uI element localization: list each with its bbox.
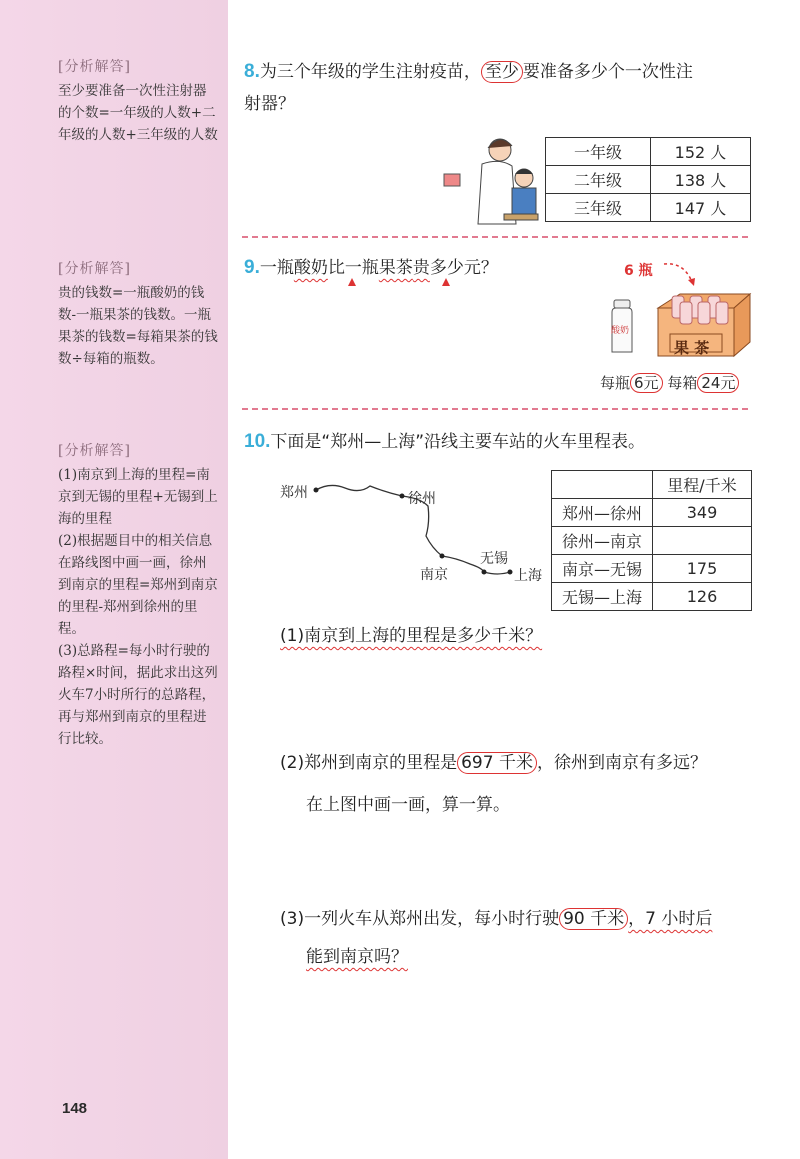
table-row	[552, 471, 752, 499]
page-number: 148	[62, 1100, 88, 1117]
table-cell	[653, 527, 752, 555]
question-10	[244, 426, 645, 458]
price-bottle-prefix: 每瓶	[600, 374, 631, 392]
analysis-text: 贵的钱数=一瓶酸奶的钱数-一瓶果茶的钱数。一瓶果茶的钱数=每箱果茶的钱数÷每箱的瓶数。	[58, 285, 218, 367]
price-info	[600, 372, 739, 393]
section-divider	[242, 236, 748, 238]
table-cell: 郑州—徐州	[552, 499, 653, 527]
station-xuzhou: 徐州	[408, 491, 436, 507]
price-box-value: 24元	[697, 373, 739, 393]
mileage-table	[551, 470, 752, 611]
circled-value: 697 千米	[457, 752, 537, 774]
analysis-title: [分析解答]	[58, 261, 131, 277]
analysis-block-9	[58, 258, 218, 370]
sub-question-text: ，7 小时后	[628, 909, 713, 929]
analysis-title: [分析解答]	[58, 59, 131, 75]
q9-text: 多少元？	[429, 258, 498, 278]
q9-keyword: 酸奶	[293, 258, 328, 278]
table-cell: 南京—无锡	[552, 555, 653, 583]
table-cell: 126	[653, 583, 752, 611]
sub-question-text: (3)一列火车从郑州出发，每小时行驶	[280, 909, 560, 929]
price-box-prefix: 每箱	[667, 374, 698, 392]
station-nanjing: 南京	[420, 567, 448, 583]
analysis-text: (3)总路程=每小时行驶的路程×时间，据此求出这列火车7小时所行的总路程，再与郑州到南京的里程进行比较。	[58, 643, 218, 747]
question-number: 10.	[244, 431, 271, 452]
analysis-text: 至少要准备一次性注射器的个数=一年级的人数+二年级的人数+三年级的人数	[58, 83, 218, 143]
sub-question-text: 在上图中画一画，算一算。	[306, 795, 510, 815]
q9-text: 一瓶	[259, 258, 294, 278]
station-zhengzhou: 郑州	[280, 485, 308, 501]
table-row	[546, 166, 751, 194]
sidebar-panel	[0, 0, 228, 1159]
sub-question-3	[280, 900, 712, 976]
table-header: 里程/千米	[653, 471, 752, 499]
table-row	[546, 138, 751, 166]
question-8	[244, 56, 764, 120]
analysis-text: (2)根据题目中的相关信息在路线图中画一画，徐州到南京的里程=郑州到南京的里程-郑州到徐州的里程。	[58, 533, 218, 637]
table-row	[552, 583, 752, 611]
q8-table	[545, 137, 751, 222]
sub-question-1	[280, 620, 542, 652]
nurse-illustration	[440, 132, 540, 228]
table-cell: 152 人	[651, 138, 751, 166]
question-number: 9.	[244, 257, 260, 278]
analysis-text: (1)南京到上海的里程=南京到无锡的里程+无锡到上海的里程	[58, 467, 218, 527]
table-row	[546, 194, 751, 222]
table-cell: 147 人	[651, 194, 751, 222]
table-cell: 138 人	[651, 166, 751, 194]
q9-keyword: 贵	[412, 258, 430, 278]
station-wuxi: 无锡	[480, 551, 508, 567]
table-cell: 349	[653, 499, 752, 527]
sub-question-text: 能到南京吗？	[306, 947, 408, 967]
q8-text: 射器？	[244, 94, 295, 114]
table-cell: 一年级	[546, 138, 651, 166]
dashed-arrow	[662, 258, 702, 288]
question-number: 8.	[244, 61, 260, 82]
bottle-count-label: 6 瓶	[624, 263, 653, 279]
section-divider	[242, 408, 748, 410]
q9-keyword: 果茶	[378, 258, 413, 278]
q8-text: 为三个年级的学生注射疫苗，	[259, 62, 481, 82]
price-bottle-value: 6元	[630, 373, 663, 393]
q10-text: 下面是“郑州—上海”沿线主要车站的火车里程表。	[270, 432, 646, 452]
table-row	[552, 499, 752, 527]
sub-question-text: (1)南京到上海的里程是多少千米？	[280, 626, 543, 646]
table-cell	[552, 471, 653, 499]
analysis-title: [分析解答]	[58, 443, 131, 459]
circled-value: 90 千米	[559, 908, 628, 930]
circled-keyword: 至少	[481, 61, 523, 83]
q9-text: 比一瓶	[327, 258, 379, 278]
box-label: 果 茶	[674, 339, 710, 357]
q8-text: 要准备多少个一次性注	[522, 62, 693, 82]
table-cell: 175	[653, 555, 752, 583]
table-row	[552, 527, 752, 555]
station-shanghai: 上海	[514, 568, 542, 584]
table-cell: 三年级	[546, 194, 651, 222]
table-cell: 徐州—南京	[552, 527, 653, 555]
table-cell: 二年级	[546, 166, 651, 194]
table-row	[552, 555, 752, 583]
sub-question-text: (2)郑州到南京的里程是	[280, 753, 458, 773]
sub-question-2	[280, 742, 707, 826]
table-cell: 无锡—上海	[552, 583, 653, 611]
analysis-block-8	[58, 56, 218, 146]
analysis-block-10	[58, 440, 218, 750]
sub-question-text: ，徐州到南京有多远？	[536, 753, 707, 773]
yogurt-label: 酸奶	[611, 326, 630, 336]
emphasis-marks	[340, 276, 460, 288]
